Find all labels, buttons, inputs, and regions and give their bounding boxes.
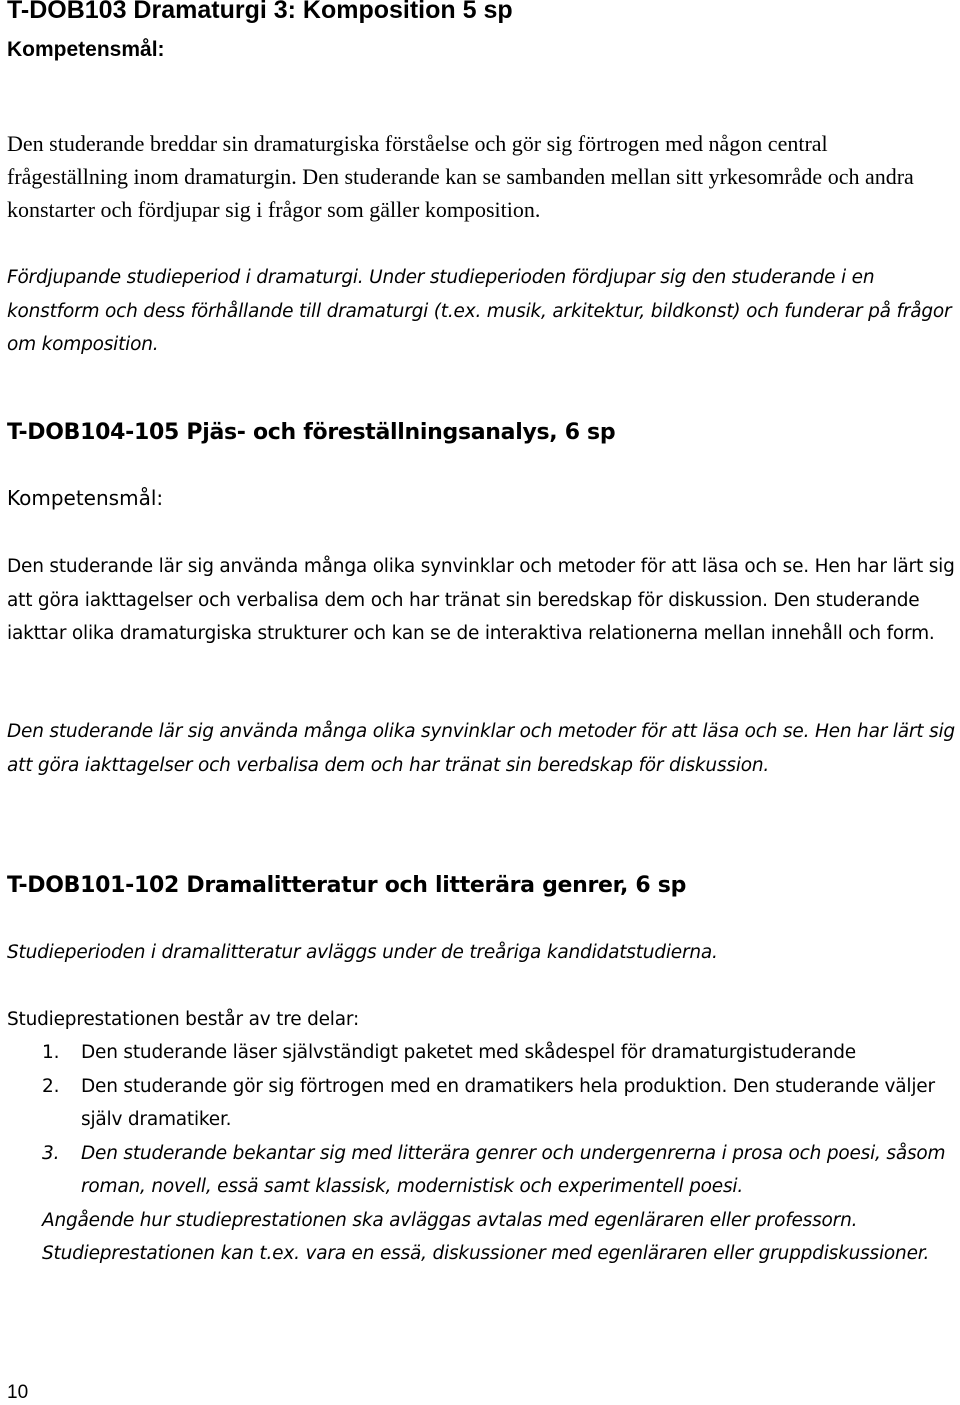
section-2-italic-paragraph: Den studerande lär sig använda många olika synvinklar och metoder för att läsa och se. Hen har lärt sig att göra iakttagelser och verbalisa dem och har tränat sin beredskap för diskussion. xyxy=(7,721,955,776)
section-3-intro: Studieperioden i dramalitteratur avläggs under de treåriga kandidatstudierna. xyxy=(7,942,718,963)
section-3-title: T-DOB101-102 Dramalitteratur och litterära genrer, 6 sp xyxy=(7,873,687,898)
section-1-paragraph: Den studerande breddar sin dramaturgiska förståelse och gör sig förtrogen med någon central frågeställning inom dramaturgin. Den studerande kan se sambanden mellan sitt yrkesområde och andra konstarter och fördjupar sig i frågor som gäller komposition. xyxy=(7,131,914,222)
section-1-italic-paragraph: Fördjupande studieperiod i dramaturgi. Under studieperioden fördjupar sig den studerande i en konstform och dess förhållande till dramaturgi (t.ex. musik, arkitektur, bildkonst) och funderar på frågor om komposition. xyxy=(7,267,952,355)
list-item xyxy=(7,1036,957,1070)
section-2-paragraph: Den studerande lär sig använda många olika synvinklar och metoder för att läsa och se. Hen har lärt sig att göra iakttagelser och verbalisa dem och har tränat sin beredskap för diskussion. Den studerande iakttar olika dramaturgiska strukturer och kan se de interaktiva relationerna mellan innehåll och form. xyxy=(7,556,955,644)
page-number: 10 xyxy=(7,1382,29,1403)
section-3-parts-label: Studieprestationen består av tre delar: xyxy=(7,1009,360,1030)
list-item xyxy=(7,1070,957,1137)
section-1-goals-label: Kompetensmål: xyxy=(7,38,165,61)
section-1-title: T-DOB103 Dramaturgi 3: Komposition 5 sp xyxy=(7,0,513,24)
section-3-closing: Angående hur studieprestationen ska avläggas avtalas med egenläraren eller professorn. Studieprestationen kan t.ex. vara en essä, diskussioner med egenläraren eller gruppdiskussioner. xyxy=(42,1209,930,1264)
list-item-number: 3. xyxy=(42,1142,60,1164)
list-item-text: Den studerande gör sig förtrogen med en dramatikers hela produktion. Den studerande väljer själv dramatiker. xyxy=(81,1075,935,1130)
section-3-list xyxy=(7,1036,957,1271)
list-item-text: Den studerande läser självständigt paketet med skådespel för dramaturgistuderande xyxy=(81,1042,856,1063)
list-item-text: Den studerande bekantar sig med litterära genrer och undergenrerna i prosa och poesi, såsom roman, novell, essä samt klassisk, modernistisk och experimentell poesi. xyxy=(81,1142,946,1197)
list-item-number: 1. xyxy=(42,1042,60,1063)
section-2-goals-label: Kompetensmål: xyxy=(7,486,164,510)
list-item-number: 2. xyxy=(42,1075,60,1097)
list-item xyxy=(7,1137,957,1204)
section-2-title: T-DOB104-105 Pjäs- och föreställningsanalys, 6 sp xyxy=(7,420,616,445)
